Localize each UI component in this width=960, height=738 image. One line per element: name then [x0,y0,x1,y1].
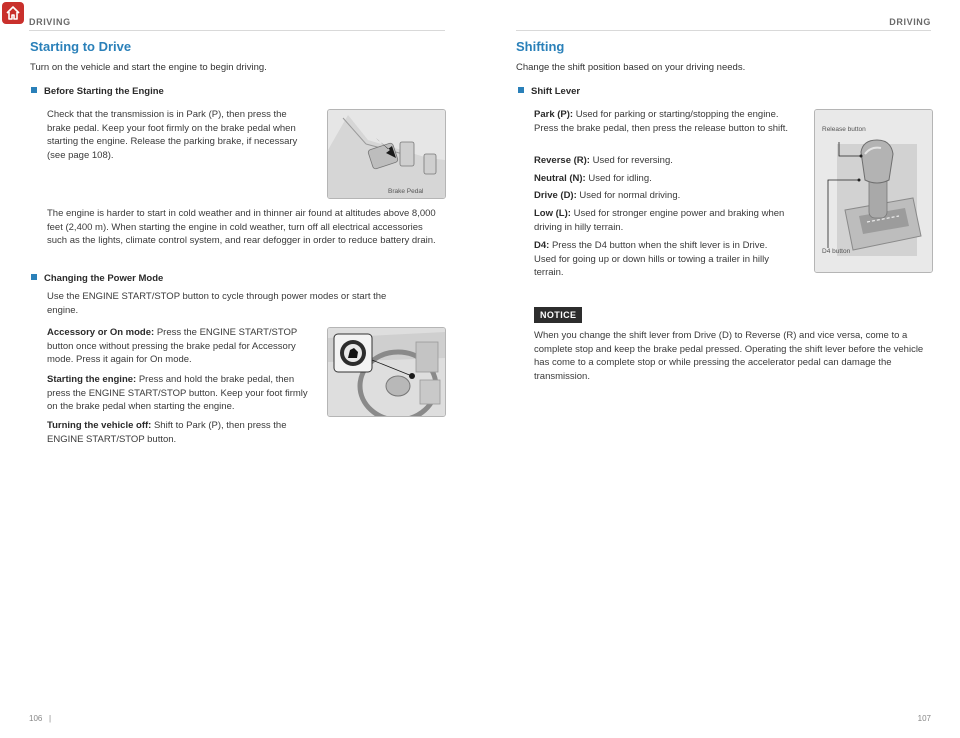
power-mode-intro: Use the ENGINE START/STOP button to cycle through power modes or start the engine. [47,291,387,316]
bullet-square-icon [31,87,37,93]
section-heading-shift-lever: Shift Lever [518,86,580,97]
starting-engine-item: Starting the engine: Press and hold the brake pedal, then press the ENGINE START/STOP button. Keep your foot firmly on the brake pedal when starting the engine. [47,374,308,412]
header-left: DRIVING [29,17,71,27]
notice-text: When you change the shift lever from Drive (D) to Reverse (R) and vice versa, come to a complete stop and keep the brake pedal pressed. Operating the shift lever before the vehicle has come to a complete stop or while pressing the accelerator pedal can damage the transmission. [534,330,924,382]
cold-weather-text: The engine is harder to start in cold weather and in thinner air found at altitudes above 8,000 feet (2,400 m). When starting the engine in cold weather, turn off all electrical accessories such as the lights, climate control system, and rear defogger in order to reduce battery drain. [47,208,436,246]
d4-button-label: D4 button [822,248,851,255]
header-rule-left [29,30,445,31]
page-separator: | [49,714,52,723]
page-number-right: 107 [917,714,931,723]
page-number-left: 106 | [29,714,52,723]
accessory-mode-item: Accessory or On mode: Press the ENGINE START/STOP button once without pressing the brake pedal for Accessory mode. Press it again for On mode. [47,327,298,365]
park-item: Park (P): Used for parking or starting/stopping the engine. Press the brake pedal, then press the release button to shift. [534,109,789,134]
d4-item: D4: Press the D4 button when the shift lever is in Drive. Used for going up or down hills or towing a trailer in hilly terrain. [534,240,769,278]
dashboard-illustration [328,328,445,416]
bullet-square-icon [518,87,524,93]
header-rule-right [516,30,931,31]
home-icon[interactable] [2,2,24,24]
header-right: DRIVING [889,17,931,27]
intro-left: Turn on the vehicle and start the engine to begin driving. [30,62,267,73]
release-button-label: Release button [822,126,866,133]
brake-pedal-figure [327,109,446,199]
notice-badge: NOTICE [534,307,582,323]
intro-right: Change the shift position based on your driving needs. [516,62,746,73]
section-heading-before-starting: Before Starting the Engine [31,86,164,97]
brake-pedal-label: Brake Pedal [388,188,424,195]
turning-off-item: Turning the vehicle off: Shift to Park (P), then press the ENGINE START/STOP button. [47,420,287,445]
before-starting-text: Check that the transmission is in Park (P), then press the brake pedal. Keep your foot firmly on the brake pedal when starting the engine. Release the parking brake, if necessary (see page 108). [47,109,298,161]
reverse-item: Reverse (R): Used for reversing. [534,155,673,166]
bullet-square-icon [31,274,37,280]
brake-pedal-illustration [328,110,445,198]
page-title-right: Shifting [516,39,565,54]
neutral-item: Neutral (N): Used for idling. [534,173,652,184]
start-button-figure [327,327,446,417]
drive-item: Drive (D): Used for normal driving. [534,190,681,201]
section-heading-power-mode: Changing the Power Mode [31,273,163,284]
page-title-left: Starting to Drive [30,39,132,54]
low-item: Low (L): Used for stronger engine power and braking when driving in hilly terrain. [534,208,785,233]
